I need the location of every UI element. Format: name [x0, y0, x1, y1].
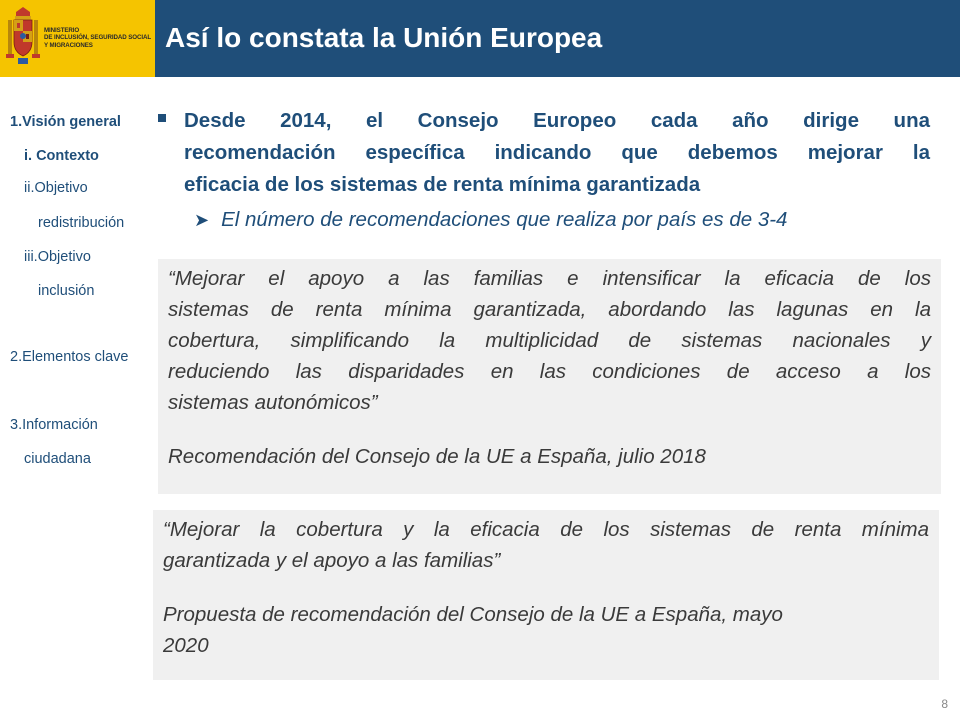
- sidebar-item-vision-general[interactable]: 1.Visión general: [10, 114, 121, 130]
- arrow-bullet-icon: ➤: [194, 210, 210, 230]
- quote-source: Propuesta de recomendación del Consejo de la UE a España, mayo: [163, 603, 783, 626]
- page-title: Así lo constata la Unión Europea: [165, 22, 603, 53]
- quote-source: 2020: [163, 634, 209, 657]
- sidebar-item-informacion-ciudadana-cont[interactable]: ciudadana: [24, 451, 91, 467]
- quote-line: “Mejorar el apoyo a las familias e intensificar la eficacia de los: [168, 267, 931, 290]
- page-number: 8: [941, 697, 948, 711]
- sidebar-item-informacion-ciudadana[interactable]: 3.Información: [10, 417, 98, 433]
- sidebar-item-elementos-clave[interactable]: 2.Elementos clave: [10, 349, 129, 365]
- sidebar-item-objetivo-inclusion-cont[interactable]: inclusión: [38, 283, 95, 299]
- quote-line: garantizada y el apoyo a las familias”: [163, 549, 501, 572]
- sub-bullet: [194, 208, 787, 232]
- main-bullet-block: [158, 105, 930, 231]
- coat-of-arms-icon: [6, 6, 40, 68]
- quote-source: Recomendación del Consejo de la UE a España, julio 2018: [168, 445, 706, 468]
- main-bullet-line: recomendación específica indicando que debemos mejorar la: [184, 141, 930, 164]
- ministry-line: Y MIGRACIONES: [44, 41, 93, 49]
- ministry-name: [44, 27, 154, 49]
- ministry-line: DE INCLUSIÓN, SEGURIDAD SOCIAL: [44, 34, 152, 42]
- quote-line: cobertura, simplificando la multiplicidad de sistemas nacionales y: [168, 329, 931, 352]
- sidebar-item-contexto[interactable]: i. Contexto: [24, 148, 99, 164]
- square-bullet-icon: [158, 114, 166, 122]
- quote-box-2020: [153, 510, 939, 680]
- main-bullet-line: eficacia de los sistemas de renta mínima garantizada: [184, 173, 701, 196]
- quote-line: “Mejorar la cobertura y la eficacia de los sistemas de renta mínima: [163, 518, 929, 541]
- quote-line: reduciendo las disparidades en las condiciones de acceso a los: [168, 360, 931, 383]
- sub-bullet-text: El número de recomendaciones que realiza por país es de 3-4: [221, 208, 788, 231]
- quote-line: sistemas de renta mínima garantizada, abordando las lagunas en la: [168, 298, 931, 321]
- title-bar: [155, 0, 960, 77]
- quote-line: sistemas autonómicos”: [168, 391, 378, 414]
- main-bullet-line: Desde 2014, el Consejo Europeo cada año dirige una: [184, 109, 930, 132]
- main-bullet-text: [184, 105, 930, 201]
- ministry-line: MINISTERIO: [44, 27, 80, 34]
- sidebar-item-objetivo-inclusion[interactable]: iii.Objetivo: [24, 249, 91, 265]
- quote-box-2018: [158, 259, 941, 494]
- sidebar-item-objetivo-redistribucion[interactable]: ii.Objetivo: [24, 180, 88, 196]
- sidebar-item-objetivo-redistribucion-cont[interactable]: redistribución: [38, 215, 125, 231]
- ministry-logo: [0, 0, 155, 77]
